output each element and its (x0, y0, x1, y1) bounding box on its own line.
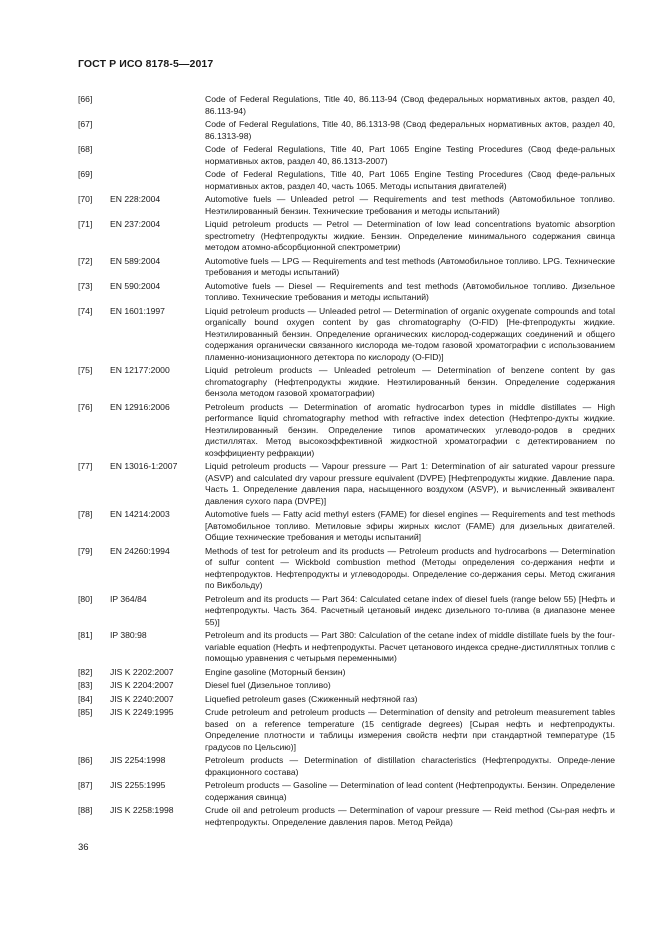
reference-code: JIS 2254:1998 (110, 755, 166, 765)
reference-text: Crude oil and petroleum products — Determination of vapour pressure — Reid method (Сы-рая нефть и нефтепродукты. Определение давления паров. Метод Рейда) (205, 805, 615, 827)
reference-entry (78, 630, 615, 665)
reference-text: Code of Federal Regulations, Title 40, Part 1065 Engine Testing Procedures (Свод феде-ральных нормативных актов, раздел 40, часть 1065. Методы испытания двигателей) (205, 169, 615, 191)
reference-entry (78, 755, 615, 778)
reference-number: [66] (78, 94, 93, 104)
reference-text: Petroleum products — Determination of aromatic hydrocarbon types in middle distillates — High performance liquid chromatography method with refractive index detection (Нефтепро-дукты жидкие. Неэтилированный бензин. Определение типов ароматических углеводо-родов в средних дистиллятах. Метод высокоэффективной жидкостной хроматографии с детектированием по коэффициенту рефракции) (205, 401, 615, 458)
reference-entry (78, 694, 615, 706)
reference-text: Liquefied petroleum gases (Сжиженный нефтяной газ) (205, 693, 418, 704)
reference-code: JIS 2255:1995 (110, 780, 166, 790)
reference-code: EN 228:2004 (110, 194, 161, 204)
reference-number: [88] (78, 805, 93, 815)
reference-number: [70] (78, 194, 93, 204)
reference-text: Liquid petroleum products — Unleaded petroleum — Determination of benzene content by gas chromatography (Нефтепродукты жидкие. Неэтилированный бензин. Определение содержания бензола методом газовой хроматографии) (205, 365, 615, 398)
reference-entry (78, 94, 615, 117)
reference-number: [81] (78, 630, 93, 640)
reference-code: EN 12916:2006 (110, 401, 170, 412)
reference-number: [76] (78, 401, 93, 412)
reference-text: Code of Federal Regulations, Title 40, Part 1065 Engine Testing Procedures (Свод феде-ральных нормативных актов, раздел 40, 86.1313-2007) (205, 144, 615, 166)
reference-entry (78, 306, 615, 364)
reference-number: [74] (78, 305, 93, 316)
reference-code: EN 237:2004 (110, 219, 161, 229)
reference-number: [84] (78, 693, 93, 704)
reference-code: IP 380:98 (110, 630, 147, 640)
reference-text: Automotive fuels — Fatty acid methyl esters (FAME) for diesel engines — Requirements and test methods [Автомобильное топливо. Метиловые эфиры жирных кислот (FAME) для дизельных двигателей. Общие технические требования и методы испытаний] (205, 509, 615, 542)
reference-code: EN 24260:1994 (110, 545, 170, 556)
reference-code: JIS K 2240:2007 (110, 693, 174, 704)
reference-text: Engine gasoline (Моторный бензин) (205, 666, 346, 677)
reference-text: Liquid petroleum products — Petrol — Determination of low lead concentrations byatomic absorption spectrometry (Нефтепродукты жидкие. Бензин. Определение минимального содержания свинца методом атомно-абсорбционной спектрометрии) (205, 219, 615, 252)
document-header: ГОСТ Р ИСО 8178-5—2017 (78, 58, 214, 70)
reference-number: [71] (78, 219, 93, 229)
reference-code: EN 590:2004 (110, 280, 161, 291)
reference-text: Liquid petroleum products — Unleaded petrol — Determination of organic oxygenate compounds and total organically bound oxygen content by gas chromatography (O-FID) [Не-фтепродукты жидкие. Неэтилированный бензин. Определение органических кислород-содержащих соединений и общего содержания органически связанного кислорода ме-тодом газовой хроматографии с использованием пламенно-ионизационного детектора по кислороду (O-FID)] (205, 305, 615, 362)
reference-number: [73] (78, 280, 93, 291)
reference-text: Automotive fuels — LPG — Requirements and test methods (Автомобильное топливо. LPG. Технические требования и методы испытаний) (205, 255, 615, 277)
page-number: 36 (78, 842, 89, 853)
reference-code: EN 1601:1997 (110, 305, 165, 316)
reference-number: [75] (78, 365, 93, 375)
reference-code: JIS K 2249:1995 (110, 707, 174, 717)
reference-code (110, 144, 205, 167)
reference-entry (78, 256, 615, 279)
reference-number: [85] (78, 707, 93, 717)
reference-number: [72] (78, 255, 93, 266)
reference-text: Petroleum and its products — Part 380: Calculation of the cetane index of middle distillate fuels by the four-variable equation (Нефть и нефтепродукты. Расчет цетанового индекса средне-дистиллятных топлив с помощью уравнения с четырьмя переменными) (205, 630, 615, 663)
reference-number: [78] (78, 509, 93, 519)
reference-text: Crude petroleum and petroleum products — Determination of density and petroleum measurement tables based on a reference temperature (15 centigrade degrees) [Сырая нефть и нефтепродукты. Определение плотности и таблицы измерения свойств нефти при стандартной температуре (15 градусов по Цельсию)] (205, 707, 615, 752)
reference-code: IP 364/84 (110, 593, 147, 604)
reference-entry (78, 667, 615, 679)
reference-code: EN 13016-1:2007 (110, 461, 178, 471)
reference-code (110, 119, 205, 142)
reference-entry (78, 461, 615, 507)
reference-code: JIS K 2258:1998 (110, 805, 174, 815)
reference-code: EN 12177:2000 (110, 365, 170, 375)
reference-text: Code of Federal Regulations, Title 40, 86.1313-98 (Свод федеральных нормативных актов, раздел 40, 86.1313-98) (205, 119, 615, 141)
reference-number: [83] (78, 680, 93, 690)
reference-text: Petroleum and its products — Part 364: Calculated cetane index of diesel fuels (range below 55) [Нефть и нефтепродукты. Часть 364. Расчетный цетановый индекс дизельного то-плива (в диапазоне менее 55)] (205, 593, 615, 627)
reference-text: Methods of test for petroleum and its products — Petroleum products and hydrocarbons — Determination of sulfur content — Wickbold combustion method (Методы определения со-держания нефти и нефтепродуктов. Нефтепродукты и углеводороды. Определение со-держания серы. Метод сжигания по Викбольду) (205, 545, 615, 590)
reference-number: [82] (78, 666, 93, 677)
reference-text: Petroleum products — Gasoline — Determination of lead content (Нефтепродукты. Бензин. Определение содержания свинца) (205, 780, 615, 802)
reference-entry (78, 707, 615, 753)
reference-entry (78, 402, 615, 460)
reference-text: Petroleum products — Determination of distillation characteristics (Нефтепродукты. Опреде-ление фракционного состава) (205, 755, 615, 777)
reference-entry (78, 219, 615, 254)
reference-entry (78, 509, 615, 544)
reference-text: Automotive fuels — Unleaded petrol — Requirements and test methods (Автомобильное топливо. Неэтилированный бензин. Технические требования и методы испытаний) (205, 194, 615, 216)
reference-text: Automotive fuels — Diesel — Requirements and test methods (Автомобильное топливо. Дизельное топливо. Технические требования и методы испытаний) (205, 280, 615, 302)
reference-entry (78, 680, 615, 692)
reference-number: [68] (78, 144, 93, 154)
reference-number: [87] (78, 780, 93, 790)
reference-entry (78, 194, 615, 217)
reference-code: JIS K 2204:2007 (110, 680, 174, 690)
reference-number: [80] (78, 593, 93, 604)
reference-text: Liquid petroleum products — Vapour pressure — Part 1: Determination of air saturated vapour pressure (ASVP) and calculated dry vapour pressure equivalent (DVPE) [Нефтепродукты жидкие. Давление пара. Часть 1. Определение давления пара, насыщенного воздухом (ASVP), и вычисленный эквивалент давления сухого пара (DVPE)] (205, 461, 615, 506)
reference-number: [77] (78, 461, 93, 471)
reference-code: JIS K 2202:2007 (110, 666, 174, 677)
reference-entry (78, 119, 615, 142)
reference-entry (78, 594, 615, 629)
reference-text: Diesel fuel (Дизельное топливо) (205, 680, 331, 690)
reference-entry (78, 805, 615, 828)
reference-number: [67] (78, 119, 93, 129)
reference-code: EN 589:2004 (110, 255, 161, 266)
reference-entry (78, 365, 615, 400)
reference-entry (78, 546, 615, 592)
reference-entry (78, 281, 615, 304)
reference-code (110, 94, 205, 117)
reference-list (78, 94, 615, 830)
reference-number: [79] (78, 545, 93, 556)
reference-number: [69] (78, 169, 93, 179)
reference-code (110, 169, 205, 192)
reference-entry (78, 169, 615, 192)
reference-entry (78, 144, 615, 167)
reference-text: Code of Federal Regulations, Title 40, 86.113-94 (Свод федеральных нормативных актов, раздел 40, 86.113-94) (205, 94, 615, 116)
reference-number: [86] (78, 755, 93, 765)
reference-entry (78, 780, 615, 803)
reference-code: EN 14214:2003 (110, 509, 170, 519)
